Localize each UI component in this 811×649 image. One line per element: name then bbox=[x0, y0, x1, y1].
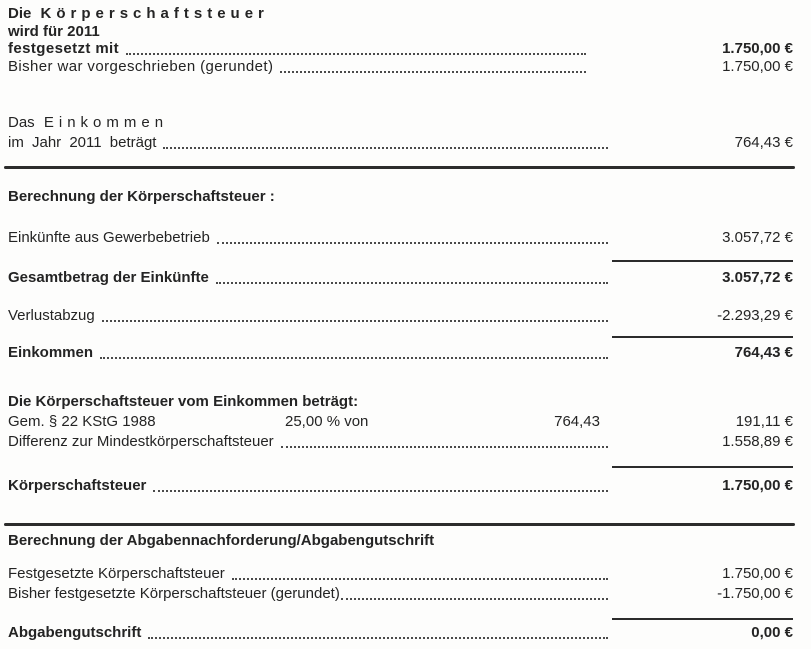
row-verlustabzug bbox=[8, 307, 793, 325]
dot-leader bbox=[217, 242, 608, 244]
document-subtitle: wird für 2011 bbox=[8, 23, 100, 40]
row-amount: 3.057,72 € bbox=[722, 229, 793, 246]
row-festgesetzte-koerperschaftsteuer bbox=[8, 565, 793, 583]
dot-leader bbox=[100, 357, 608, 359]
dot-leader bbox=[216, 282, 608, 284]
tax-rate: 25,00 % von bbox=[285, 413, 369, 430]
row-bisher-festgesetzte bbox=[8, 585, 793, 603]
dot-leader bbox=[126, 53, 586, 55]
subtotal-rule bbox=[612, 466, 793, 468]
row-label: Abgabengutschrift bbox=[8, 624, 142, 641]
row-koerperschaftsteuer-total bbox=[8, 477, 793, 495]
subtotal-rule bbox=[612, 618, 793, 620]
row-amount: 1.750,00 € bbox=[722, 58, 793, 75]
dot-leader bbox=[163, 147, 608, 149]
row-label: Verlustabzug bbox=[8, 307, 95, 324]
row-bisher-vorgeschrieben bbox=[8, 58, 793, 76]
row-amount: 764,43 € bbox=[734, 134, 793, 151]
row-amount: 191,11 € bbox=[735, 413, 793, 430]
document-title bbox=[8, 5, 269, 23]
tax-rate-heading: Die Körperschaftsteuer vom Einkommen beträgt: bbox=[8, 393, 359, 410]
row-label: Bisher war vorgeschrieben (gerundet) bbox=[8, 58, 274, 75]
row-label: Gesamtbetrag der Einkünfte bbox=[8, 269, 209, 286]
title-prefix: Die bbox=[8, 5, 32, 22]
row-label: Differenz zur Mindestkörperschaftsteuer bbox=[8, 433, 274, 450]
row-amount: 1.750,00 € bbox=[722, 40, 793, 57]
row-gem-22-kstg bbox=[8, 413, 793, 431]
row-label: Einkommen bbox=[8, 344, 94, 361]
dot-leader bbox=[232, 578, 608, 580]
row-amount: 1.558,89 € bbox=[722, 433, 793, 450]
row-label: Festgesetzte Körperschaftsteuer bbox=[8, 565, 225, 582]
row-abgabengutschrift bbox=[8, 624, 793, 642]
row-amount: 1.750,00 € bbox=[722, 565, 793, 582]
subtotal-rule bbox=[612, 336, 793, 338]
row-label: Einkünfte aus Gewerbebetrieb bbox=[8, 229, 210, 246]
tax-base: 764,43 bbox=[554, 413, 600, 430]
row-label: festgesetzt mit bbox=[8, 40, 120, 57]
row-gesamtbetrag-einkuenfte bbox=[8, 269, 793, 287]
row-festgesetzt-mit bbox=[8, 40, 793, 58]
dot-leader bbox=[153, 490, 608, 492]
row-label: Körperschaftsteuer bbox=[8, 477, 147, 494]
dot-leader bbox=[280, 71, 586, 73]
row-einkommen bbox=[8, 344, 793, 362]
income-title bbox=[8, 114, 168, 132]
row-einkuenfte-gewerbebetrieb bbox=[8, 229, 793, 247]
row-amount: 0,00 € bbox=[751, 624, 793, 641]
row-amount: 3.057,72 € bbox=[722, 269, 793, 286]
row-amount: -1.750,00 € bbox=[717, 585, 793, 602]
row-amount: 764,43 € bbox=[734, 344, 793, 361]
title-word: Körperschaftsteuer bbox=[40, 5, 269, 22]
row-im-jahr-betraegt bbox=[8, 134, 793, 152]
dot-leader bbox=[341, 598, 608, 600]
dot-leader bbox=[148, 637, 608, 639]
subtotal-rule bbox=[612, 260, 793, 262]
row-amount: 1.750,00 € bbox=[722, 477, 793, 494]
kst-calculation-heading: Berechnung der Körperschaftsteuer : bbox=[8, 188, 275, 205]
dot-leader bbox=[281, 446, 608, 448]
row-label: im Jahr 2011 beträgt bbox=[8, 134, 157, 151]
row-label: Bisher festgesetzte Körperschaftsteuer (gerundet) bbox=[8, 585, 340, 602]
row-differenz-mindestkoerperschaftsteuer bbox=[8, 433, 793, 451]
dot-leader bbox=[102, 320, 608, 322]
income-title-word: Einkommen bbox=[43, 114, 169, 131]
row-label: Gem. § 22 KStG 1988 bbox=[8, 413, 156, 430]
row-amount: -2.293,29 € bbox=[717, 307, 793, 324]
settlement-heading: Berechnung der Abgabennachforderung/Abgabengutschrift bbox=[8, 532, 435, 549]
section-divider-line bbox=[4, 166, 795, 169]
section-divider-line bbox=[4, 523, 795, 526]
income-title-prefix: Das bbox=[8, 114, 35, 131]
